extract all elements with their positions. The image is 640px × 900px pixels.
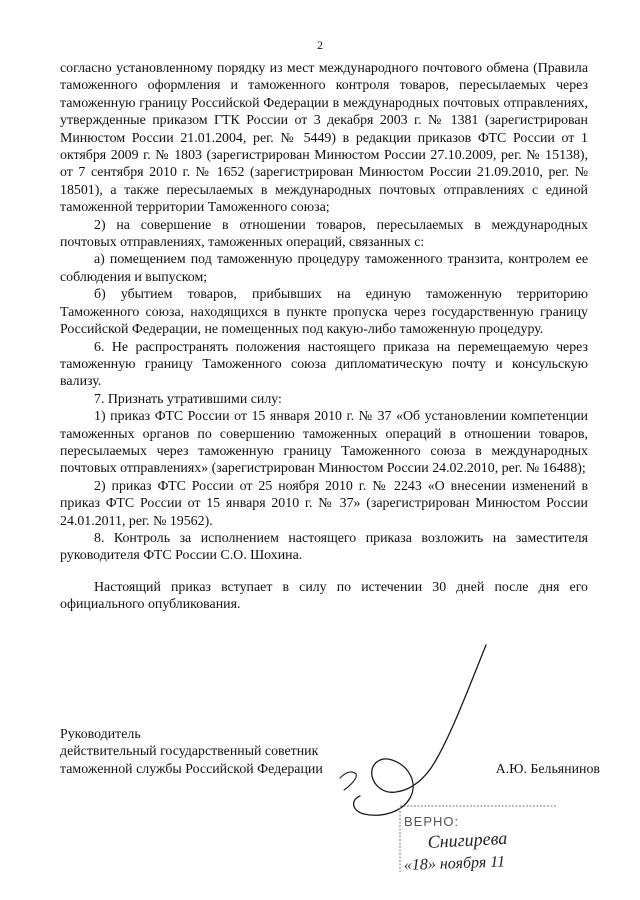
stamp-frame — [400, 806, 556, 872]
paragraph-item-2b: б) убытием товаров, прибывших на единую таможенную территорию Таможенного союза, находящихся в пункте пропуска через государственную границу Российской Федерации, не помещенных под какую-либо таможенную процедуру. — [60, 287, 588, 338]
stamp-label: ВЕРНО: — [404, 814, 460, 829]
page-number: 2 — [317, 38, 323, 52]
signatory-position-line2: действительный государственный советник — [60, 744, 319, 760]
paragraph-effective-date: Настоящий приказ вступает в силу по истечении 30 дней после дня его официального опубликования. — [60, 579, 588, 613]
paragraph-item-6: 6. Не распространять положения настоящего приказа на перемещаемую через таможенную границу Таможенного союза дипломатическую почту и консульскую вализу. — [60, 339, 588, 390]
paragraph-item-7-1: 1) приказ ФТС России от 15 января 2010 г. № 37 «Об установлении компетенции таможенных органов по совершению таможенных операций в отношении товаров, пересылаемых через таможенную границу Таможенного союза в международных почтовых отправлениях» (зарегистрирован Минюстом России 24.02.2010, рег. № 16488); — [60, 409, 588, 477]
document-body — [60, 60, 588, 614]
paragraph-item-8: 8. Контроль за исполнением настоящего приказа возложить на заместителя руководителя ФТС России С.О. Шохина. — [60, 530, 588, 564]
signatory-name: А.Ю. Бельянинов — [495, 761, 600, 777]
verification-stamp — [400, 806, 556, 874]
stamp-handwritten-date: «18» ноября 11 — [403, 853, 506, 874]
stamp-handwritten-name: Снигирева — [427, 827, 508, 852]
signature-block — [60, 726, 600, 778]
paragraph-customs-rules: согласно установленному порядку из мест международного почтового обмена (Правила таможенного оформления и таможенного контроля товаров, пересылаемых через таможенную границу Российской Федерации в международных почтовых отправлениях, утвержденные приказом ГТК России от 3 декабря 2003 г. № 1381 (зарегистрирован Минюстом России 21.01.2004, рег. № 5449) в редакции приказов ФТС России от 1 октября 2009 г. № 1803 (зарегистрирован Минюстом России 27.10.2009, рег. № 15138), от 7 сентября 2010 г. № 1652 (зарегистрирован Минюстом России 21.09.2010, рег. № 18501), а также пересылаемых в международных почтовых отправлениях с единой таможенной территории Таможенного союза; — [60, 61, 588, 216]
signatory-position-line1: Руководитель — [60, 727, 141, 742]
paragraph-item-2: 2) на совершение в отношении товаров, пересылаемых в международных почтовых отправлениях, таможенных операций, связанных с: — [60, 217, 588, 251]
paragraph-item-2a: а) помещением под таможенную процедуру таможенного транзита, контролем ее соблюдения и выпуском; — [60, 252, 588, 285]
signatory-position-line3: таможенной службы Российской Федерации — [60, 761, 323, 777]
paragraph-item-7: 7. Признать утратившими силу: — [94, 391, 282, 407]
paragraph-item-7-2: 2) приказ ФТС России от 25 ноября 2010 г. № 2243 «О внесении изменений в приказ ФТС России от 15 января 2010 г. № 37» (зарегистрирован Минюстом России 24.01.2011, рег. № 19562). — [60, 478, 588, 529]
